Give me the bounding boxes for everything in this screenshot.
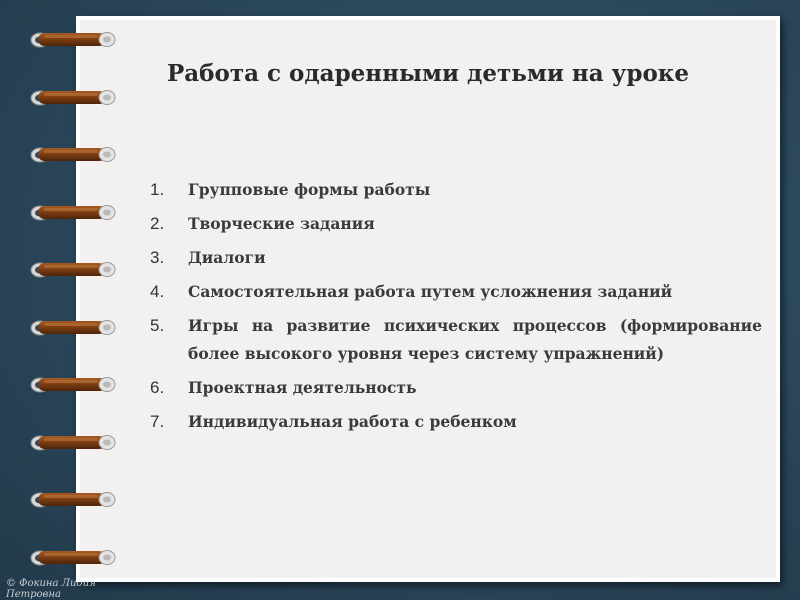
list-number: 1. [150, 180, 165, 199]
binding-ring-icon [28, 429, 118, 455]
binding-ring-icon [28, 141, 118, 167]
binding-ring-icon [28, 486, 118, 512]
spiral-binding [0, 0, 130, 600]
content-list [150, 176, 762, 442]
binding-ring-icon [28, 371, 118, 397]
list-item [150, 408, 762, 436]
list-text: Групповые формы работы [188, 180, 431, 199]
list-number: 4. [150, 282, 165, 301]
list-item [150, 244, 762, 272]
binding-ring-icon [28, 256, 118, 282]
list-number: 5. [150, 316, 165, 335]
list-text: Диалоги [188, 248, 266, 267]
list-item [150, 176, 762, 204]
list-item [150, 210, 762, 238]
list-number: 6. [150, 378, 165, 397]
author-watermark [6, 578, 96, 600]
watermark-line: © Фокина Лидия [6, 578, 96, 589]
list-number: 7. [150, 412, 165, 431]
list-number: 2. [150, 214, 165, 233]
binding-ring-icon [28, 199, 118, 225]
slide-title: Работа с одаренными детьми на уроке [166, 60, 690, 87]
list-text: Индивидуальная работа с ребенком [188, 412, 517, 431]
list-item [150, 312, 762, 368]
notebook-page [76, 16, 780, 582]
list-number: 3. [150, 248, 165, 267]
list-item [150, 374, 762, 402]
list-text: Игры на развитие психических процессов (формирование более высокого уровня через систему упражнений) [188, 316, 762, 363]
binding-ring-icon [28, 544, 118, 570]
list-text: Самостоятельная работа путем усложнения заданий [188, 282, 673, 301]
list-item [150, 278, 762, 306]
binding-ring-icon [28, 314, 118, 340]
binding-ring-icon [28, 26, 118, 52]
binding-ring-icon [28, 84, 118, 110]
list-text: Творческие задания [188, 214, 375, 233]
watermark-line: Петровна [6, 589, 61, 600]
list-text: Проектная деятельность [188, 378, 417, 397]
